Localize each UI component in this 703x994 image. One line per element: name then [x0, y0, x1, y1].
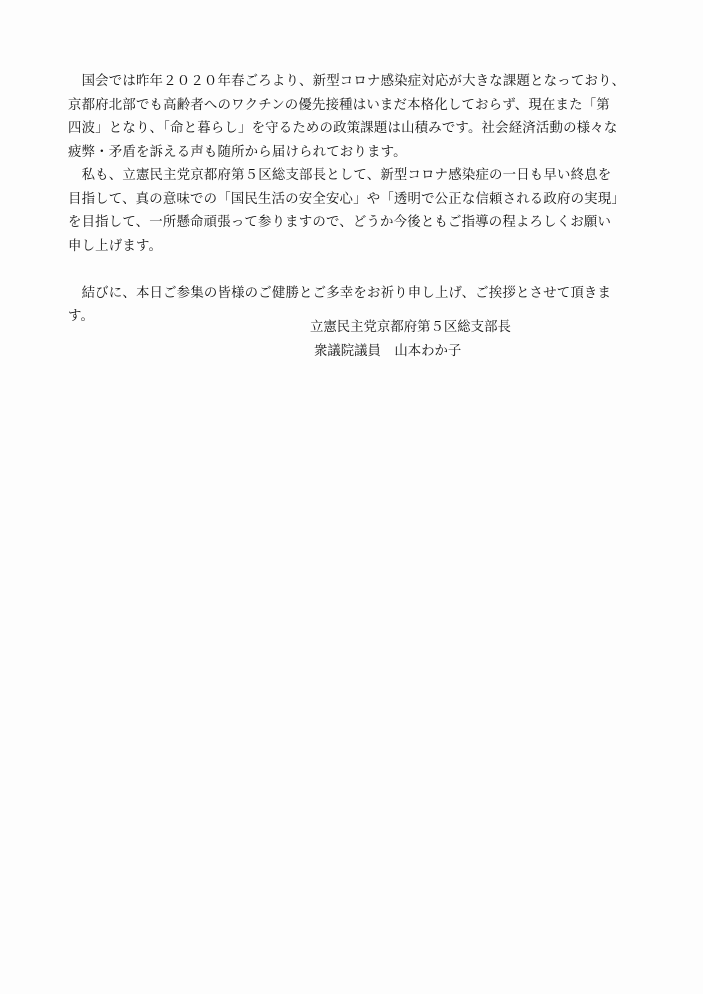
text-line: 国会では昨年２０２０年春ごろより、新型コロナ感染症対応が大きな課題となっており、 [68, 74, 626, 89]
text-line: 申し上げます。 [68, 238, 163, 254]
text-line: 四波」となり、「命と暮らし」を守るための政策課題は山積みです。社会経済活動の様々な [68, 121, 618, 136]
text-line: 結びに、本日ご参集の皆様のご健勝とご多幸をお祈り申し上げ、ご挨拶とさせて頂きま [68, 285, 612, 301]
text-line: 私も、立憲民主党京都府第５区総支部長として、新型コロナ感染症の一日も早い終息を [68, 168, 612, 183]
text-line: 京都府北部でも高齢者へのワクチンの優先接種はいまだ本格化しておらず、現在また「第 [68, 97, 610, 113]
document-body [68, 70, 646, 329]
paragraph-1 [68, 70, 646, 164]
paragraph-2 [68, 164, 646, 258]
text-line: 疲弊・矛盾を訴える声も随所から届けられております。 [68, 144, 407, 160]
text-line: 目指して、真の意味での「国民生活の安全安心」や「透明で公正な信頼される政府の実現」 [68, 191, 625, 207]
signature-name: 衆議院議員 山本わか子 [314, 344, 462, 359]
text-line: を目指して、一所懸命頑張って参りますので、どうか今後ともご指導の程よろしくお願い [68, 215, 612, 230]
signature-block [310, 316, 511, 364]
text-line: す。 [68, 309, 95, 324]
paragraph-gap [68, 258, 646, 282]
signature-organization: 立憲民主党京都府第５区総支部長 [310, 320, 511, 335]
